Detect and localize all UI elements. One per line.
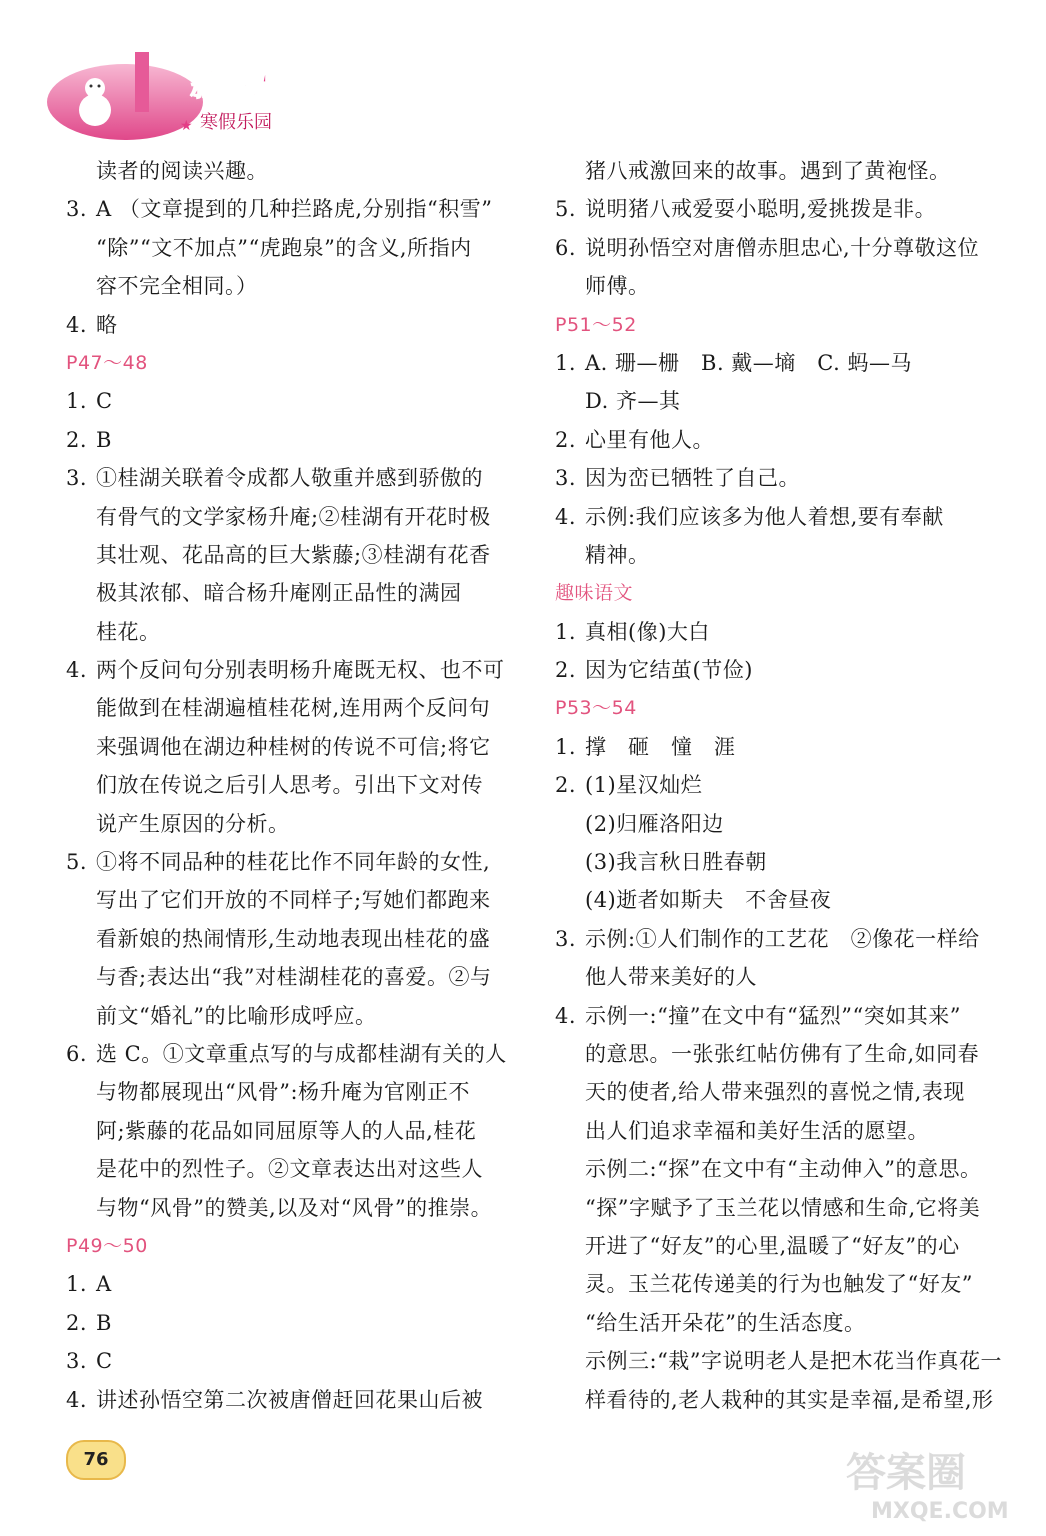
question-number: 3. — [66, 1349, 88, 1374]
answer-text: 样看待的,老人栽种的其实是幸福,是希望,形 — [585, 1387, 994, 1412]
left-answer-column — [66, 152, 536, 1419]
question-number: 2. — [555, 773, 577, 798]
answer-line — [555, 1150, 1025, 1188]
question-number: 5. — [66, 850, 88, 875]
question-number: 1. — [66, 389, 88, 414]
answer-line — [66, 651, 536, 689]
question-number: 1. — [66, 1272, 88, 1297]
answer-line — [66, 728, 536, 766]
answer-line — [66, 1381, 536, 1419]
answer-line — [555, 1304, 1025, 1342]
answer-text: 他人带来美好的人 — [585, 965, 757, 990]
question-number: 3. — [66, 466, 88, 491]
watermark — [836, 1436, 1026, 1526]
answer-line — [66, 843, 536, 881]
question-number: 2. — [555, 658, 577, 683]
question-number: 4. — [66, 312, 88, 337]
question-number: 6. — [555, 235, 577, 260]
answer-text: 两个反问句分别表明杨升庵既无权、也不可 — [96, 658, 505, 683]
answer-line — [66, 574, 536, 612]
question-number: 4. — [66, 658, 88, 683]
answer-line — [66, 306, 536, 344]
answer-line — [555, 1265, 1025, 1303]
answer-line — [555, 1227, 1025, 1265]
answer-line — [555, 1073, 1025, 1111]
answer-line — [555, 1381, 1025, 1419]
answer-text: 说产生原因的分析。 — [96, 811, 290, 836]
answer-line — [66, 498, 536, 536]
answer-line — [555, 267, 1025, 305]
answer-line — [66, 1073, 536, 1111]
question-number: 2. — [66, 1310, 88, 1335]
section-heading: P51～52 — [555, 313, 637, 336]
logo-subtitle: 寒假乐园 — [200, 112, 272, 133]
answer-line — [555, 229, 1025, 267]
answer-line — [555, 613, 1025, 651]
answer-text: 容不完全相同。） — [96, 274, 258, 299]
answer-line — [66, 421, 536, 459]
answer-line — [66, 1304, 536, 1342]
answer-text: 阿;紫藤的花品如同屈原等人的人品,桂花 — [96, 1118, 477, 1143]
answer-line — [66, 1265, 536, 1303]
answer-text: C — [96, 389, 113, 414]
answer-line — [555, 152, 1025, 190]
answer-line — [555, 1112, 1025, 1150]
answer-line — [555, 459, 1025, 497]
tower-icon — [135, 52, 149, 112]
answer-text: 讲述孙悟空第二次被唐僧赶回花果山后被 — [96, 1387, 483, 1412]
answer-text: 与物“风骨”的赞美,以及对“风骨”的推崇。 — [96, 1195, 493, 1220]
answer-line — [555, 651, 1025, 689]
answer-text: 精神。 — [585, 542, 650, 567]
answer-line — [66, 958, 536, 996]
answer-line — [555, 958, 1025, 996]
answer-text: 猪八戒激回来的故事。遇到了黄袍怪。 — [585, 159, 951, 183]
answer-line — [66, 1035, 536, 1073]
answer-text: 示例一:“撞”在文中有“猛烈”“突如其来” — [585, 1003, 961, 1028]
answer-line — [555, 1189, 1025, 1227]
answer-line — [66, 459, 536, 497]
answer-text: 读者的阅读兴趣。 — [96, 159, 268, 183]
answer-text: 们放在传说之后引人思考。引出下文对传 — [96, 773, 483, 798]
question-number: 4. — [66, 1387, 88, 1412]
answer-text: 极其浓郁、暗合杨升庵刚正品性的满园 — [96, 581, 462, 606]
right-answer-column — [555, 152, 1025, 1419]
answer-text: 示例二:“探”在文中有“主动伸入”的意思。 — [585, 1157, 982, 1182]
answer-line — [66, 382, 536, 420]
answer-text: A （文章提到的几种拦路虎,分别指“积雪” — [96, 197, 493, 222]
answer-line — [66, 1112, 536, 1150]
section-heading: P53～54 — [555, 697, 637, 720]
answer-text: B — [96, 1310, 112, 1335]
question-number: 2. — [555, 427, 577, 452]
answer-text: 开进了“好友”的心里,温暖了“好友”的心 — [585, 1233, 960, 1258]
answer-text: 前文“婚礼”的比喻形成呼应。 — [96, 1003, 377, 1028]
answer-text: A — [96, 1272, 112, 1297]
answer-line — [66, 1189, 536, 1227]
answer-text: ①桂湖关联着令成都人敬重并感到骄傲的 — [96, 466, 483, 491]
answer-line — [555, 190, 1025, 228]
question-number: 6. — [66, 1041, 88, 1066]
answer-text: (2)归雁洛阳边 — [585, 811, 724, 836]
answer-line — [66, 689, 536, 727]
question-number: 2. — [66, 427, 88, 452]
answer-text: ①将不同品种的桂花比作不同年龄的女性, — [96, 850, 491, 875]
answer-line — [555, 805, 1025, 843]
answer-line — [555, 728, 1025, 766]
answer-line — [66, 536, 536, 574]
question-number: 4. — [555, 1003, 577, 1028]
answer-line — [555, 843, 1025, 881]
answer-line — [66, 881, 536, 919]
answer-text: 有骨气的文学家杨升庵;②桂湖有开花时极 — [96, 504, 491, 529]
answer-text: 是花中的烈性子。②文章表达出对这些人 — [96, 1157, 483, 1182]
answer-text: 与物都展现出“风骨”:杨升庵为官刚正不 — [96, 1080, 471, 1105]
answer-line — [555, 766, 1025, 804]
section-heading: P47～48 — [66, 351, 148, 374]
section-heading: P49～50 — [66, 1234, 148, 1257]
question-number: 3. — [66, 197, 88, 222]
answer-text: 师傅。 — [585, 274, 650, 299]
answer-text: 撑 砸 憧 涯 — [585, 734, 736, 759]
question-number: 3. — [555, 926, 577, 951]
answer-text: 天的使者,给人带来强烈的喜悦之情,表现 — [585, 1080, 965, 1105]
answer-text: 说明猪八戒爱耍小聪明,爱挑拨是非。 — [585, 197, 937, 222]
answer-line — [66, 267, 536, 305]
answer-text: 来强调他在湖边种桂树的传说不可信;将它 — [96, 734, 491, 759]
answer-text: 写出了它们开放的不同样子;写她们都跑来 — [96, 888, 491, 913]
answer-line — [555, 881, 1025, 919]
answer-line — [555, 1035, 1025, 1073]
answer-text: 示例:我们应该多为他人着想,要有奉献 — [585, 504, 944, 529]
answer-text: 能做到在桂湖遍植桂花树,连用两个反问句 — [96, 696, 491, 721]
question-number: 5. — [555, 197, 577, 222]
answer-text: D. 齐—其 — [585, 389, 681, 414]
answer-line — [66, 1342, 536, 1380]
section-heading: 趣味语文 — [555, 582, 634, 605]
answer-line — [66, 920, 536, 958]
answer-text: 桂花。 — [96, 619, 161, 644]
answer-text: 示例三:“栽”字说明老人是把木花当作真花一 — [585, 1349, 1003, 1374]
question-number: 1. — [555, 734, 577, 759]
answer-text: 选 C。①文章重点写的与成都桂湖有关的人 — [96, 1041, 507, 1066]
snowman-icon — [79, 94, 111, 126]
answer-line — [555, 421, 1025, 459]
answer-line — [66, 190, 536, 228]
answer-line — [66, 805, 536, 843]
answer-line — [555, 997, 1025, 1035]
answer-text: (3)我言秋日胜春朝 — [585, 850, 767, 875]
answer-text: 看新娘的热闹情形,生动地表现出桂花的盛 — [96, 926, 491, 951]
answer-line — [66, 766, 536, 804]
page-number: 76 — [66, 1440, 126, 1480]
answer-line — [66, 229, 536, 267]
answer-text: C — [96, 1349, 113, 1374]
answer-text: 因为峦已牺牲了自己。 — [585, 466, 800, 491]
answer-text: 因为它结茧(节俭) — [585, 658, 753, 683]
answer-line — [555, 344, 1025, 382]
answer-text: 真相(像)大白 — [585, 619, 710, 644]
answer-line — [66, 613, 536, 651]
answer-line — [555, 498, 1025, 536]
answer-text: 灵。玉兰花传递美的行为也触发了“好友” — [585, 1272, 973, 1297]
answer-text: 心里有他人。 — [585, 427, 714, 452]
answer-line — [66, 1150, 536, 1188]
answer-text: 说明孙悟空对唐僧赤胆忠心,十分尊敬这位 — [585, 235, 980, 260]
watermark-url: MXQE.COM — [871, 1499, 1009, 1524]
answer-line — [555, 536, 1025, 574]
answer-text: “除”“文不加点”“虎跑泉”的含义,所指内 — [96, 235, 472, 260]
answer-text: 略 — [96, 312, 118, 337]
watermark-text: 答案圈 — [846, 1450, 966, 1496]
answer-text: 示例:①人们制作的工艺花 ②像花一样给 — [585, 926, 980, 951]
question-number: 1. — [555, 619, 577, 644]
answer-text: “给生活开朵花”的生活态度。 — [585, 1310, 866, 1335]
answer-line — [555, 1342, 1025, 1380]
answer-line — [555, 920, 1025, 958]
question-number: 3. — [555, 466, 577, 491]
answer-line — [66, 152, 536, 190]
answer-text: 与香;表达出“我”对桂湖桂花的喜爱。②与 — [96, 965, 492, 990]
question-number: 1. — [555, 350, 577, 375]
answer-line — [555, 382, 1025, 420]
question-number: 4. — [555, 504, 577, 529]
answer-text: 的意思。一张张红帖仿佛有了生命,如同春 — [585, 1041, 980, 1066]
answer-text: A. 珊—栅 B. 戴—墒 C. 蚂—马 — [585, 350, 912, 375]
answer-text: 出人们追求幸福和美好生活的愿望。 — [585, 1118, 929, 1143]
logo — [40, 40, 330, 150]
answer-line — [66, 997, 536, 1035]
answer-text: B — [96, 427, 112, 452]
answer-text: 其壮观、花品高的巨大紫藤;③桂湖有花香 — [96, 542, 491, 567]
answer-text: (1)星汉灿烂 — [585, 773, 703, 798]
star-icon: ★ — [180, 118, 193, 134]
answer-text: (4)逝者如斯夫 不舍昼夜 — [585, 888, 832, 913]
answer-text: “探”字赋予了玉兰花以情感和生命,它将美 — [585, 1195, 981, 1220]
logo-title: 新课标 — [190, 64, 292, 104]
